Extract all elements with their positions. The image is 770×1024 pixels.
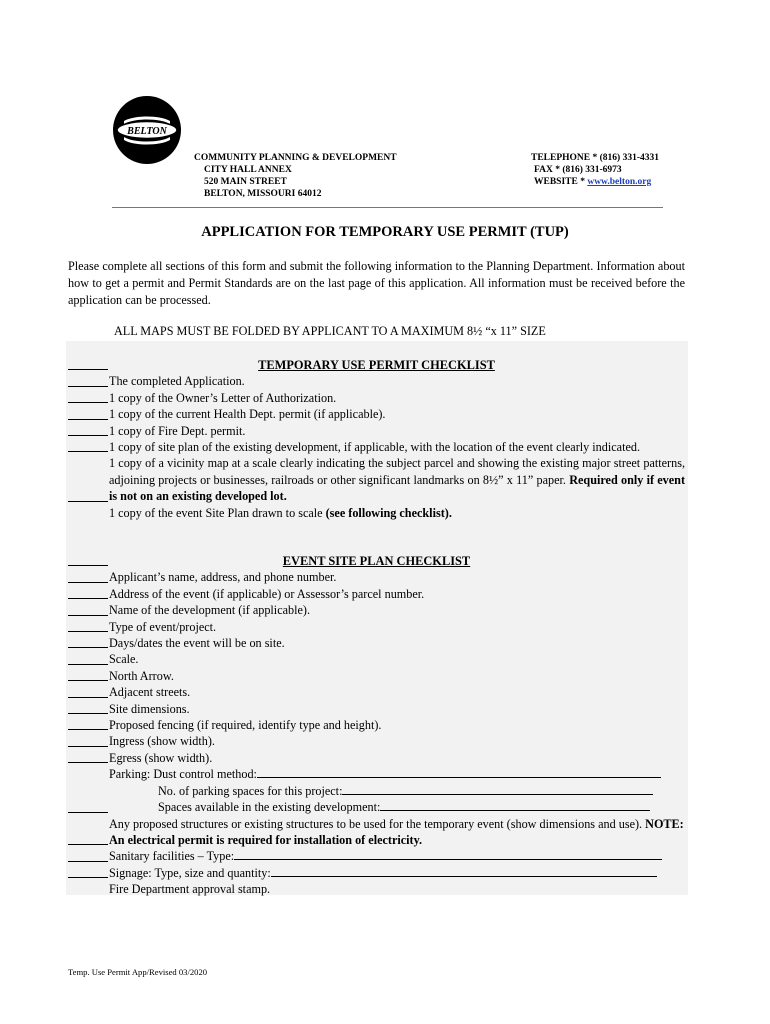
checklist-item: Name of the development (if applicable). xyxy=(109,603,311,618)
signage-field[interactable] xyxy=(271,865,657,877)
spaces-available-row: Spaces available in the existing development: xyxy=(68,799,685,815)
checklist-item-signage: Signage: Type, size and quantity: xyxy=(68,865,685,881)
checklist-item: North Arrow. xyxy=(109,668,174,683)
checklist-item: 1 copy of the current Health Dept. permit (if applicable). xyxy=(109,407,386,422)
checklist-item: 1 copy of the Owner’s Letter of Authorization. xyxy=(109,390,337,405)
checklist-item: Address of the event (if applicable) or Assessor’s parcel number. xyxy=(109,586,425,601)
tup-checklist xyxy=(68,357,685,521)
fax: FAX * (816) 331-6973 xyxy=(534,165,622,175)
checklist-item: 1 copy of the event Site Plan drawn to scale (see following checklist). xyxy=(109,505,452,520)
checklist-item-parking: Parking: Dust control method: xyxy=(68,766,685,782)
checklist-item: Scale. xyxy=(109,652,139,667)
street-address: 520 MAIN STREET xyxy=(204,177,287,187)
parking-spaces-row: No. of parking spaces for this project: xyxy=(68,783,685,799)
checklist-item-sanitary: Sanitary facilities – Type: xyxy=(68,848,685,864)
checklist-item: Site dimensions. xyxy=(109,701,190,716)
intro-paragraph: Please complete all sections of this form and submit the following information to the Planning Department. Information about how to get a permit and Permit Standards are on the last page of this application. All information must be received before the application can be processed. xyxy=(68,259,685,307)
maps-note: ALL MAPS MUST BE FOLDED BY APPLICANT TO A MAXIMUM 8½ “x 11” SIZE xyxy=(114,324,546,338)
tup-checklist-title: TEMPORARY USE PERMIT CHECKLIST xyxy=(258,358,495,372)
building-name: CITY HALL ANNEX xyxy=(204,165,292,175)
header-divider xyxy=(112,207,663,208)
checklist-item: Ingress (show width). xyxy=(109,734,215,749)
checklist-item: Egress (show width). xyxy=(109,750,213,765)
checklist-item: Days/dates the event will be on site. xyxy=(109,636,285,651)
parking-spaces-field[interactable] xyxy=(342,783,653,795)
checklist-item: Type of event/project. xyxy=(109,619,217,634)
city-state-zip: BELTON, MISSOURI 64012 xyxy=(204,189,322,199)
telephone: TELEPHONE * (816) 331-4331 xyxy=(531,153,659,163)
website xyxy=(531,176,659,188)
checklist-item: Proposed fencing (if required, identify type and height). xyxy=(109,718,382,733)
logo-text: BELTON xyxy=(127,126,167,137)
page-title: APPLICATION FOR TEMPORARY USE PERMIT (TUP) xyxy=(201,224,569,240)
required-note: Required only if event is not on an existing developed lot. xyxy=(109,472,686,504)
department-name: COMMUNITY PLANNING & DEVELOPMENT xyxy=(194,153,397,163)
footer-revision: Temp. Use Permit App/Revised 03/2020 xyxy=(68,967,208,977)
website-link[interactable]: www.belton.org xyxy=(587,177,652,187)
checklist-item: 1 copy of site plan of the existing development, if applicable, with the location of the event clearly indicated. xyxy=(109,440,641,455)
see-checklist-note: (see following checklist). xyxy=(325,505,452,520)
dust-control-field[interactable] xyxy=(257,766,661,778)
checklist-item-structures: Any proposed structures or existing structures to be used for the temporary event (show dimensions and use). NOTE: An electrical permit is required for installation of electricity. xyxy=(109,816,684,847)
sanitary-type-field[interactable] xyxy=(234,848,662,860)
checklist-item: Applicant’s name, address, and phone number. xyxy=(109,570,337,585)
electrical-permit-note: NOTE: An electrical permit is required for installation of electricity. xyxy=(109,816,684,847)
belton-logo xyxy=(112,95,182,165)
address-block xyxy=(194,152,397,200)
checklist-item: 1 copy of Fire Dept. permit. xyxy=(109,423,246,438)
checklist-item: Adjacent streets. xyxy=(109,685,191,700)
site-plan-checklist xyxy=(68,553,685,898)
checklist-item-fire: Fire Department approval stamp. xyxy=(109,882,271,897)
site-plan-checklist-title: EVENT SITE PLAN CHECKLIST xyxy=(282,554,471,568)
spaces-available-field[interactable] xyxy=(380,799,650,811)
checklist-item: 1 copy of a vicinity map at a scale clearly indicating the subject parcel and showing the existing major street patterns, adjoining projects or businesses, railroads or other significant landmarks on 8½” x 11” paper. Required only if event is not on an existing developed lot. xyxy=(109,456,686,504)
website-label: WEBSITE * xyxy=(534,177,588,187)
checklist-item: The completed Application. xyxy=(109,374,245,389)
contact-block xyxy=(531,152,659,188)
